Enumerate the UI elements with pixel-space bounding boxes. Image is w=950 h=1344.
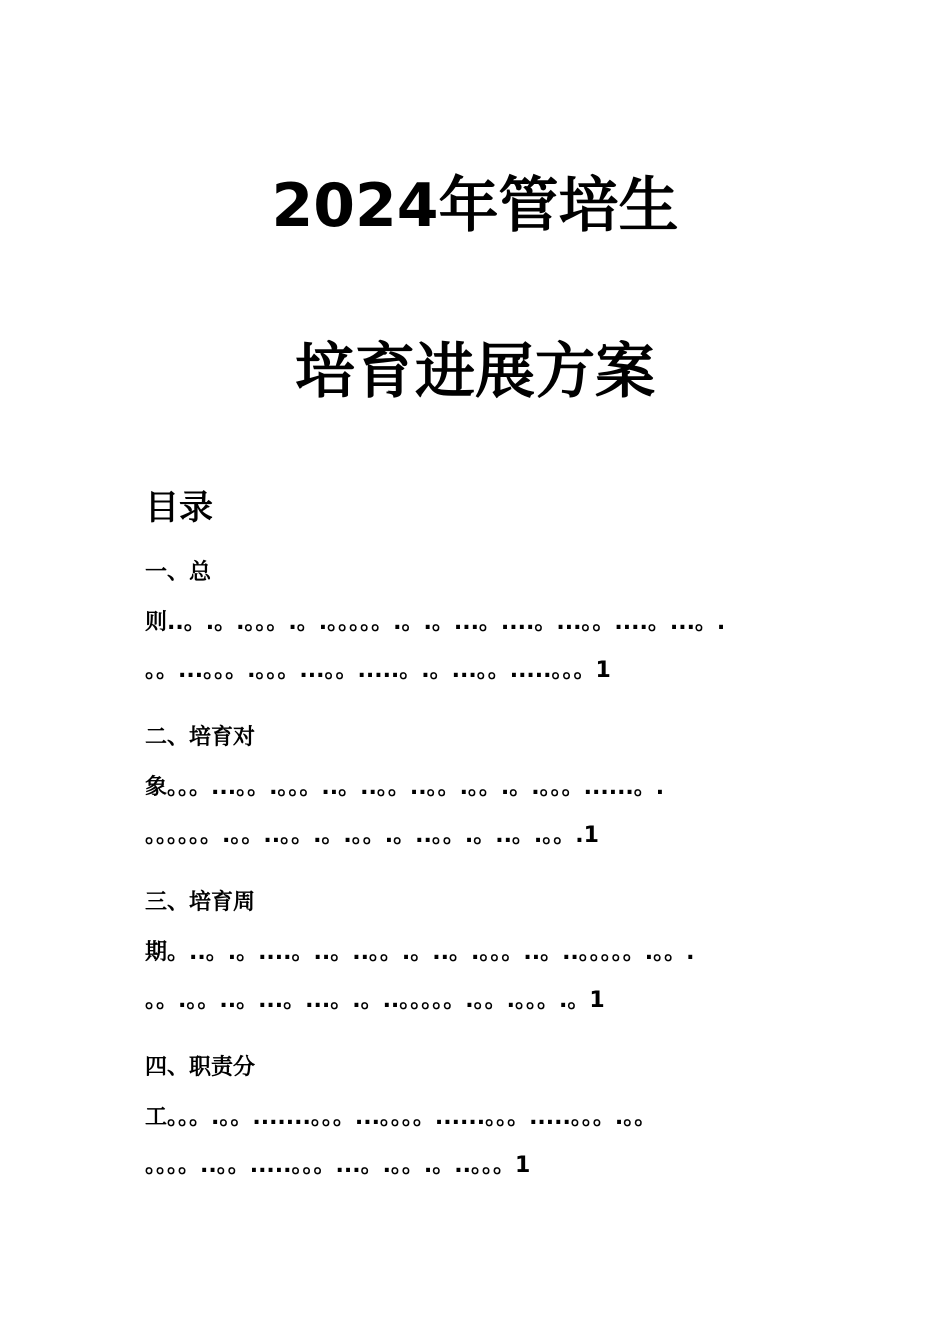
document-title-line-2: 培育进展方案 — [295, 337, 655, 407]
toc-entry-leader-line: 工。。。.。。.......。。。...。。。。......。。。.....。。。.。。 — [145, 1105, 657, 1130]
toc-entry-responsibilities[interactable] — [145, 1053, 805, 1181]
toc-entry-label: 一、总 — [145, 560, 212, 585]
toc-entry-leader-line-page: 。。。。..。。.....。。。...。.。。.。..。。。1 — [145, 1153, 531, 1178]
toc-heading: 目录 — [145, 488, 213, 528]
toc-entry-period[interactable] — [145, 888, 805, 1016]
toc-entry-label: 二、培育对 — [145, 725, 256, 750]
toc-entry-general[interactable] — [145, 558, 805, 686]
toc-entry-label: 四、职责分 — [145, 1055, 256, 1080]
toc-entry-leader-line: 象。。。...。。.。。。..。..。。..。。.。。.。.。。。......。. — [145, 775, 665, 800]
document-title-line-1: 2024年管培生 — [271, 171, 679, 241]
toc-entry-leader-line-page: 。。.。。..。...。...。.。..。。。。。.。。.。。。.。1 — [145, 988, 605, 1013]
toc-entry-leader-line: 期。..。.。....。..。..。。.。..。.。。。..。..。。。。。.。。. — [145, 940, 695, 965]
toc-entry-leader-line: 则..。.。.。。。.。.。。。。。.。.。...。....。...。。....。...。. — [145, 610, 726, 635]
toc-entry-target[interactable] — [145, 723, 805, 851]
toc-entry-leader-line-page: 。。...。。。.。。。...。。.....。.。...。。.....。。。1 — [145, 658, 611, 683]
toc-entry-label: 三、培育周 — [145, 890, 256, 915]
toc-entry-leader-line-page: 。。。。。。.。。..。。.。.。。.。..。。.。..。.。。.1 — [145, 823, 599, 848]
